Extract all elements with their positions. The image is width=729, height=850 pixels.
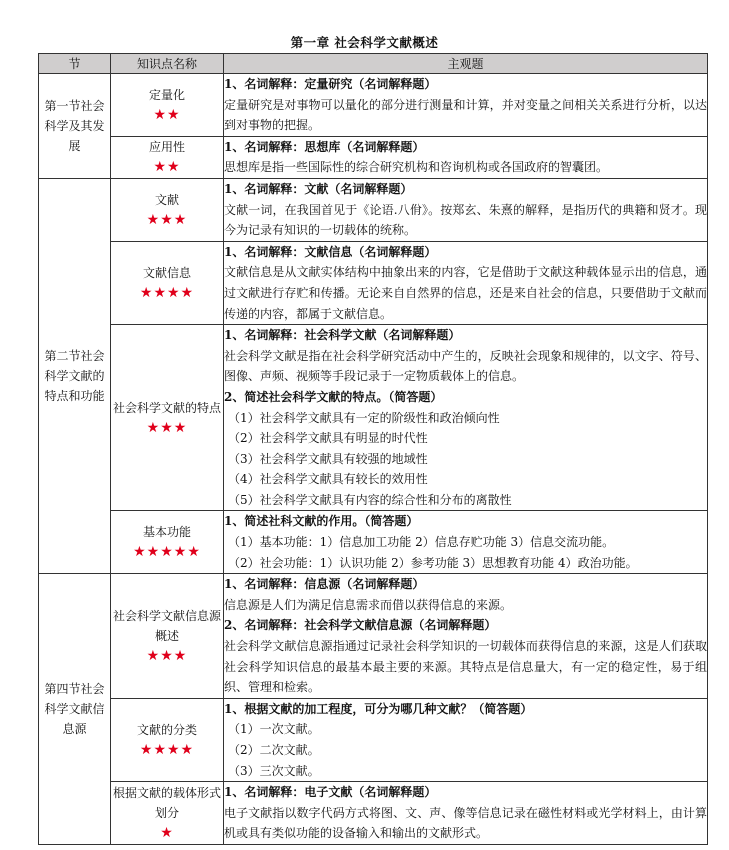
answer-text: 定量研究是对事物可以量化的部分进行测量和计算，并对变量之间相关关系进行分析，以达到对事物的把握。 [224, 97, 707, 133]
importance-stars: ★★★ [146, 211, 188, 228]
question-content [224, 136, 708, 178]
question-heading: 1、名词解释：定量研究（名词解释题） [224, 77, 437, 91]
knowledge-point-name: 定量化 [148, 87, 185, 102]
header-section: 节 [39, 54, 111, 74]
importance-stars: ★★★★ [139, 742, 195, 758]
table-row [39, 178, 708, 241]
question-heading: 2、名词解释：社会科学文献信息源（名词解释题） [224, 618, 497, 633]
answer-text: 社会科学文献信息源指通过记录社会科学知识的一切载体而获得信息的来源，这是人们获取社会科学知识信息的最基本最主要的来源。其特点是信息量大，有一定的稳定性，易于组织、管理和检索。 [224, 639, 707, 695]
question-heading: 1、简述社科文献的作用。（简答题） [224, 514, 419, 529]
question-content [224, 178, 708, 241]
question-content [224, 511, 708, 574]
table-row [39, 241, 708, 324]
question-heading: 1、名词解释：文献（名词解释题） [224, 181, 413, 196]
importance-stars: ★★ [153, 106, 181, 123]
question-heading: 1、名词解释：思想库（名词解释题） [224, 139, 425, 154]
header-content: 主观题 [224, 54, 708, 74]
question-heading: 1、名词解释：文献信息（名词解释题） [224, 244, 437, 259]
knowledge-point-name: 应用性 [148, 140, 185, 155]
knowledge-table [38, 53, 708, 845]
answer-text: 社会科学文献是指在社会科学研究活动中产生的，反映社会现象和规律的，以文字、符号、图像、声频、视频等手段记录于一定物质载体上的信息。 [224, 348, 707, 384]
question-content [224, 698, 708, 781]
importance-stars: ★★★ [146, 419, 188, 436]
answer-text: 信息源是人们为满足信息需求而借以获得信息的来源。 [224, 597, 513, 612]
table-header-row [39, 54, 708, 74]
question-heading: 1、名词解释：电子文献（名词解释题） [224, 785, 437, 800]
knowledge-point [111, 574, 224, 699]
question-heading: 1、名词解释：信息源（名词解释题） [224, 577, 425, 592]
knowledge-point-name: 文献信息 [142, 265, 191, 280]
question-content [224, 241, 708, 324]
knowledge-point-name: 文献的分类 [136, 723, 197, 737]
table-row [39, 782, 708, 845]
knowledge-point-name: 文献 [154, 192, 179, 207]
table-row [39, 325, 708, 511]
page-title: 第一章 社会科学文献概述 [290, 35, 439, 50]
knowledge-point [111, 325, 224, 511]
table-row [39, 136, 708, 178]
answer-list-item: （1）社会科学文献具有一定的阶级性和政治倾向性 [228, 410, 500, 425]
answer-list-item: （2）社会科学文献具有明显的时代性 [228, 431, 428, 446]
importance-stars: ★★★ [146, 648, 188, 665]
question-heading: 2、简述社会科学文献的特点。（简答题） [224, 389, 443, 404]
answer-list-item: （5）社会科学文献具有内容的综合性和分布的离散性 [228, 492, 512, 507]
knowledge-point-name: 根据文献的载体形式划分 [112, 786, 221, 821]
knowledge-point [111, 136, 224, 178]
answer-list-item: （3）社会科学文献具有较强的地域性 [228, 451, 428, 466]
table-row [39, 511, 708, 574]
importance-stars: ★★ [153, 159, 181, 176]
table-row [39, 574, 708, 699]
section-name: 第二节社会科学文献的特点和功能 [39, 178, 111, 573]
section-name: 第四节社会科学文献信息源 [39, 574, 111, 845]
importance-stars: ★★★★ [139, 284, 195, 301]
knowledge-point-name: 社会科学文献的特点 [112, 400, 221, 415]
answer-list-item: （1）一次文献。 [228, 722, 320, 737]
header-knowledge: 知识点名称 [111, 54, 224, 74]
question-content [224, 74, 708, 137]
answer-text: 思想库是指一些国际性的综合研究机构和咨询机构或各国政府的智囊团。 [224, 160, 609, 175]
knowledge-point [111, 241, 224, 324]
answer-list-item: （1）基本功能：1）信息加工功能 2）信息存贮功能 3）信息交流功能。 [228, 535, 615, 550]
knowledge-point [111, 782, 224, 845]
answer-list-item: （4）社会科学文献具有较长的效用性 [228, 472, 428, 487]
table-row [39, 74, 708, 137]
question-heading: 1、名词解释：社会科学文献（名词解释题） [224, 328, 461, 343]
answer-list-item: （2）社会功能：1）认识功能 2）参考功能 3）思想教育功能 4）政治功能。 [228, 555, 638, 570]
knowledge-point [111, 511, 224, 574]
question-content [224, 325, 708, 511]
knowledge-point [111, 178, 224, 241]
question-content [224, 782, 708, 845]
knowledge-point-name: 基本功能 [142, 525, 191, 540]
answer-list-item: （2）二次文献。 [228, 743, 320, 757]
section-name: 第一节社会科学及其发展 [39, 74, 111, 179]
knowledge-point-name: 社会科学文献信息源概述 [112, 609, 221, 644]
table-row [39, 698, 708, 781]
question-content [224, 574, 708, 699]
importance-stars: ★ [160, 825, 174, 842]
importance-stars: ★★★★★ [133, 544, 201, 561]
question-heading: 1、根据文献的加工程度，可分为哪几种文献？（简答题） [224, 701, 533, 716]
answer-list-item: （3）三次文献。 [228, 763, 320, 778]
knowledge-point [111, 74, 224, 137]
answer-text: 文献信息是从文献实体结构中抽象出来的内容，它是借助于文献这种载体显示出的信息，通过文献进行存贮和传播。无论来自自然界的信息，还是来自社会的信息，只要借助于文献而传递的内容，都属于文献信息。 [224, 265, 707, 321]
answer-text: 文献一词，在我国首见于《论语.八佾》。按郑玄、朱熹的解释，是指历代的典籍和贤才。现今为记录有知识的一切载体的统称。 [224, 202, 707, 238]
answer-text: 电子文献指以数字代码方式将图、文、声、像等信息记录在磁性材料或光学材料上，由计算机或具有类似功能的设备输入和输出的文献形式。 [224, 805, 707, 841]
knowledge-point [111, 698, 224, 781]
